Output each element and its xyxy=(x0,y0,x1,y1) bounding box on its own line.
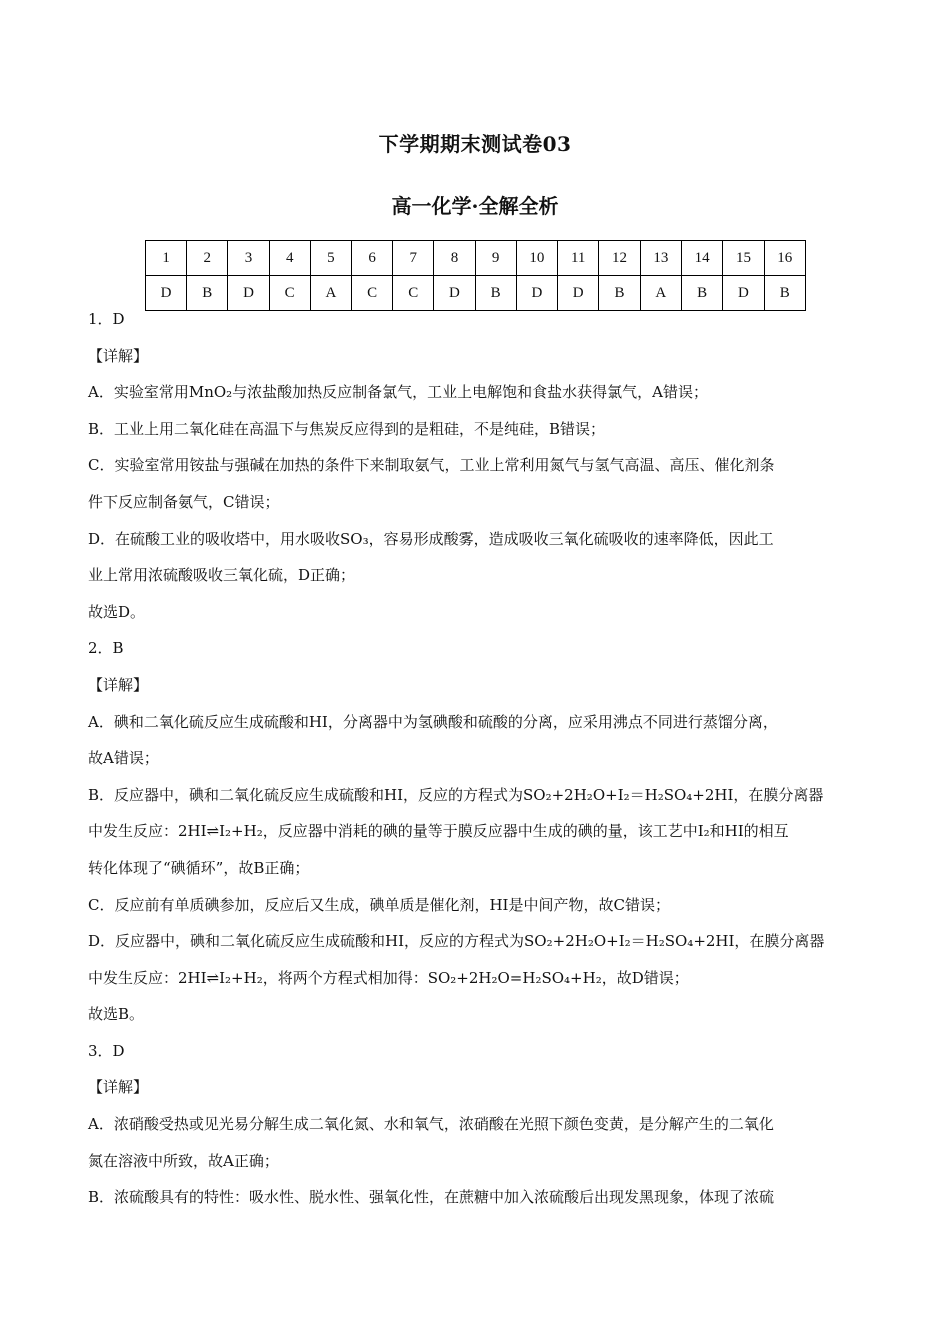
question-1-option-c-line1: C．实验室常用铵盐与强碱在加热的条件下来制取氨气，工业上常利用氮气与氢气高温、高压、催化剂条 xyxy=(88,456,775,475)
solution-body xyxy=(88,301,868,1216)
answer-table-number-cell: 11 xyxy=(558,241,599,276)
document-title: 下学期期末测试卷03 xyxy=(378,132,572,156)
answer-table-number-cell: 6 xyxy=(351,241,392,276)
question-1-option-d-line2: 业上常用浓硫酸吸收三氧化硫，D正确； xyxy=(88,566,356,585)
answer-table-answer-cell: B xyxy=(764,276,805,311)
question-2-option-c: C．反应前有单质碘参加，反应后又生成，碘单质是催化剂，HI是中间产物，故C错误； xyxy=(88,895,670,914)
question-1-option-c-line2: 件下反应制备氨气，C错误； xyxy=(88,492,280,511)
answer-table-number-cell: 3 xyxy=(228,241,269,276)
document-subtitle: 高一化学·全解全析 xyxy=(391,194,559,218)
answer-table-answer-cell: C xyxy=(351,276,392,311)
answer-table-answer-cell: C xyxy=(269,276,310,311)
question-2-option-a-line2: 故A错误； xyxy=(88,749,159,768)
answer-table-answer-cell: D xyxy=(434,276,475,311)
question-3-header: 3．D xyxy=(88,1041,125,1060)
answer-table-answer-cell: D xyxy=(228,276,269,311)
question-3-option-b-line1: B．浓硫酸具有的特性：吸水性、脱水性、强氧化性，在蔗糖中加入浓硫酸后出现发黑现象，体现了浓硫 xyxy=(88,1188,775,1207)
answer-table-answer-cell: C xyxy=(393,276,434,311)
answer-table-number-cell: 9 xyxy=(475,241,516,276)
question-2-option-d-line1: D．反应器中，碘和二氧化硫反应生成硫酸和HI，反应的方程式为SO₂+2H₂O+I₂＝H₂SO₄+2HI，在膜分离器 xyxy=(88,932,825,951)
answer-table-number-cell: 13 xyxy=(640,241,681,276)
answer-table-answer-cell: D xyxy=(146,276,187,311)
question-2-option-a-line1: A．碘和二氧化硫反应生成硫酸和HI，分离器中为氢碘酸和硫酸的分离，应采用沸点不同进行蒸馏分离， xyxy=(88,712,778,731)
answer-table-number-cell: 8 xyxy=(434,241,475,276)
answer-table-number-cell: 2 xyxy=(187,241,228,276)
question-1-option-d-line1: D．在硫酸工业的吸收塔中，用水吸收SO₃，容易形成酸雾，造成吸收三氧化硫吸收的速率降低，因此工 xyxy=(88,529,774,548)
answer-table-number-cell: 4 xyxy=(269,241,310,276)
question-1-conclusion: 故选D。 xyxy=(88,602,146,621)
question-1-option-b: B．工业上用二氧化硅在高温下与焦炭反应得到的是粗硅，不是纯硅，B错误； xyxy=(88,419,606,438)
question-2-option-d-line2: 中发生反应：2HI⇌I₂+H₂，将两个方程式相加得：SO₂+2H₂O=H₂SO₄+H₂，故D错误； xyxy=(88,968,689,987)
answer-table-answer-cell: A xyxy=(310,276,351,311)
question-3-detail-label: 【详解】 xyxy=(88,1078,149,1097)
question-2-option-b-line3: 转化体现了“碘循环”，故B正确； xyxy=(88,858,310,877)
answer-table-answer-cell: B xyxy=(599,276,640,311)
question-1-header: 1．D xyxy=(88,310,125,328)
question-2-header: 2．B xyxy=(88,639,124,658)
answer-table-number-cell: 7 xyxy=(393,241,434,276)
question-1-option-a: A．实验室常用MnO₂与浓盐酸加热反应制备氯气，工业上电解饱和食盐水获得氯气，A错误； xyxy=(88,383,708,402)
question-2-option-b-line1: B．反应器中，碘和二氧化硫反应生成硫酸和HI，反应的方程式为SO₂+2H₂O+I₂＝H₂SO₄+2HI，在膜分离器 xyxy=(88,785,824,804)
answer-table-number-cell: 16 xyxy=(764,241,805,276)
answer-table-number-cell: 15 xyxy=(723,241,764,276)
answer-table-answer-cell: B xyxy=(187,276,228,311)
answer-table-answer-cell: A xyxy=(640,276,681,311)
question-3-option-a-line2: 氮在溶液中所致，故A正确； xyxy=(88,1151,279,1170)
question-2-option-b-line2: 中发生反应：2HI⇌I₂+H₂，反应器中消耗的碘的量等于膜反应器中生成的碘的量，该工艺中I₂和HI的相互 xyxy=(88,822,789,841)
question-2-conclusion: 故选B。 xyxy=(88,1005,145,1024)
answer-table-number-cell: 5 xyxy=(310,241,351,276)
answer-table-answer-cell: B xyxy=(681,276,722,311)
answer-table-answer-cell: D xyxy=(558,276,599,311)
answer-table-number-cell: 10 xyxy=(516,241,557,276)
answer-table-number-cell: 1 xyxy=(146,241,187,276)
answer-table-answer-cell: D xyxy=(516,276,557,311)
answer-table-number-cell: 12 xyxy=(599,241,640,276)
question-3-option-a-line1: A．浓硝酸受热或见光易分解生成二氧化氮、水和氧气，浓硝酸在光照下颜色变黄，是分解产生的二氧化 xyxy=(88,1115,774,1134)
answer-table-number-row xyxy=(146,241,806,276)
question-1-detail-label: 【详解】 xyxy=(88,346,149,365)
answer-table-number-cell: 14 xyxy=(681,241,722,276)
question-2-detail-label: 【详解】 xyxy=(88,675,149,694)
answer-table-answer-cell: B xyxy=(475,276,516,311)
answer-table-answer-cell: D xyxy=(723,276,764,311)
